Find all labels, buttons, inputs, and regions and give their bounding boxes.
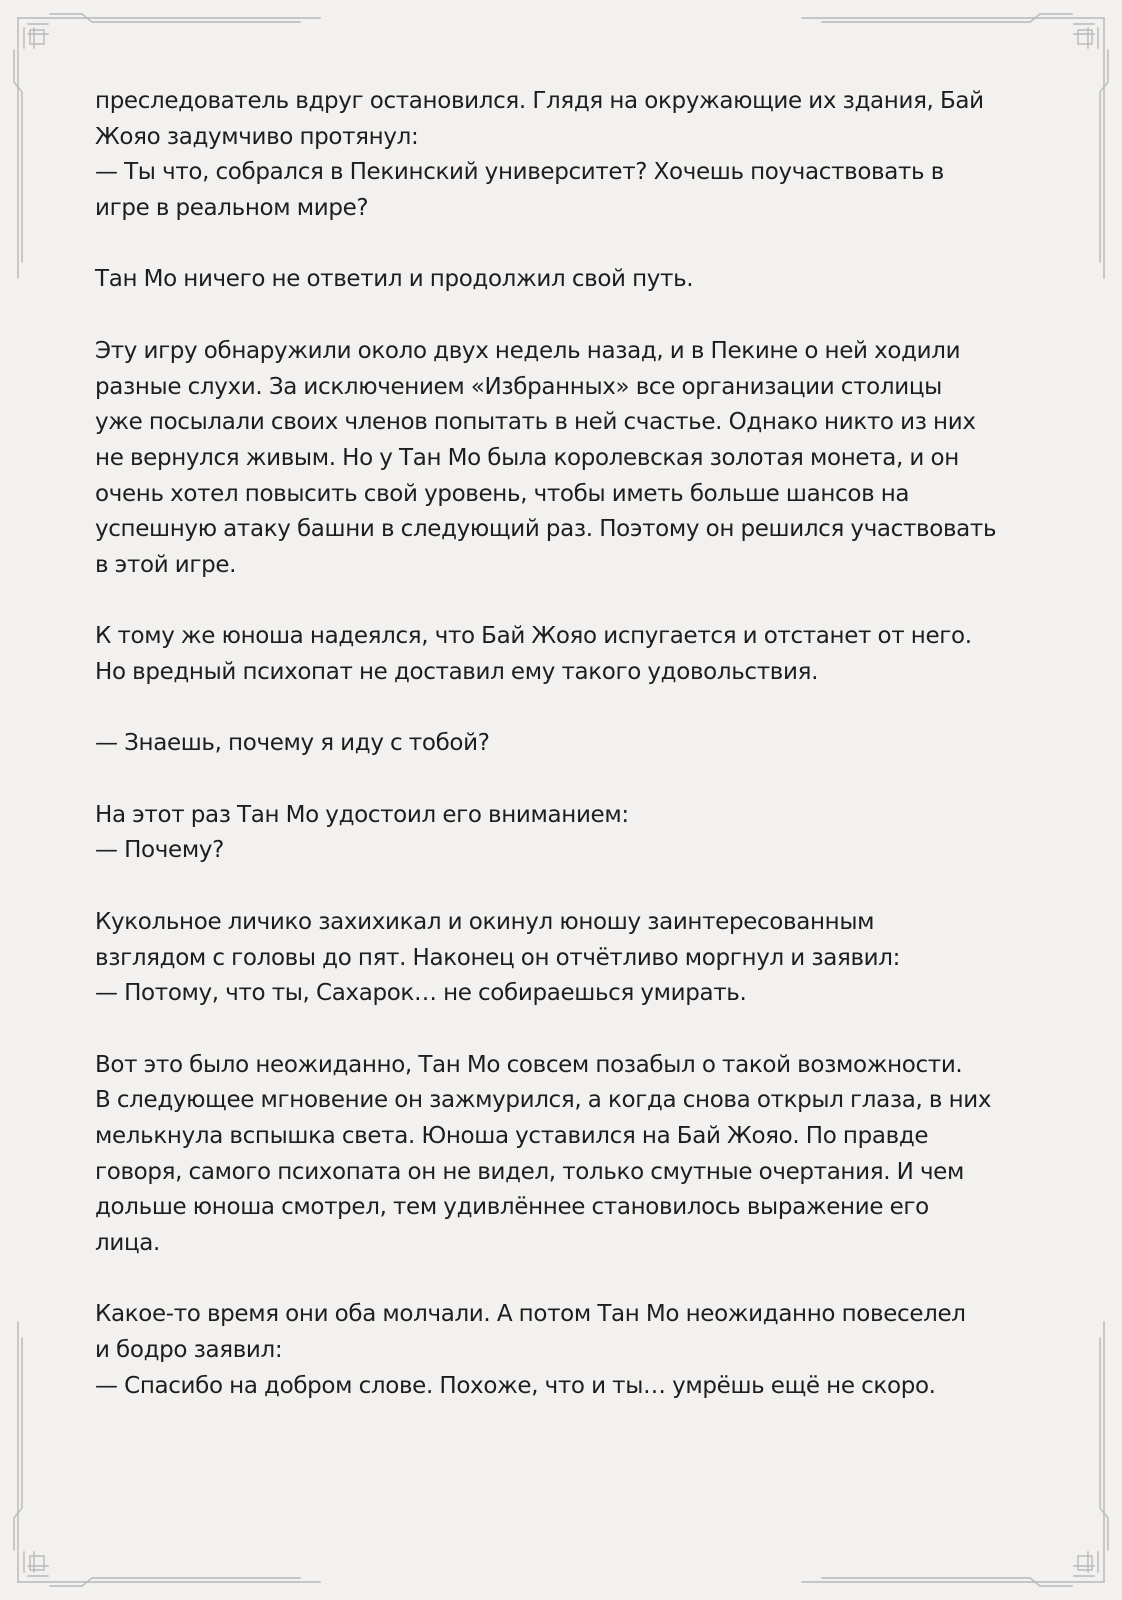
text-line: в этой игре. — [95, 551, 237, 578]
paragraph — [95, 905, 1035, 1012]
text-line: К тому же юноша надеялся, что Бай Жояо испугается и отстанет от него. — [95, 623, 972, 650]
text-line: Эту игру обнаружили около двух недель назад, и в Пекине о ней ходили — [95, 337, 961, 364]
text-line: успешную атаку башни в следующий раз. Поэтому он решился участвовать — [95, 516, 997, 543]
text-line: — Знаешь, почему я иду с тобой? — [95, 730, 490, 757]
text-line: преследователь вдруг остановился. Глядя на окружающие их здания, Бай — [95, 88, 984, 114]
text-line: Какое-то время они оба молчали. А потом Тан Мо неожиданно повеселел — [95, 1301, 966, 1328]
paragraph — [95, 726, 1035, 762]
text-line: Но вредный психопат не доставил ему такого удовольствия. — [95, 659, 819, 685]
text-line: — Спасибо на добром слове. Похоже, что и ты… умрёшь ещё не скоро. — [95, 1372, 936, 1399]
text-line: На этот раз Тан Мо удостоил его вниманием: — [95, 801, 629, 828]
text-line: дольше юноша смотрел, тем удивлённее становилось выражение его — [95, 1194, 929, 1221]
text-line: лица. — [95, 1230, 160, 1256]
text-line: В следующее мгновение он зажмурился, а когда снова открыл глаза, в них — [95, 1087, 992, 1114]
paragraph — [95, 798, 1035, 869]
paragraph — [95, 1048, 1035, 1262]
text-line: разные слухи. За исключением «Избранных» все организации столицы — [95, 373, 942, 400]
text-line: уже посылали своих членов попытать в ней счастье. Однако никто из них — [95, 409, 976, 436]
paragraph — [95, 1297, 1035, 1404]
text-line: взглядом с головы до пят. Наконец он отчётливо моргнул и заявил: — [95, 944, 900, 971]
paragraph-gap — [95, 869, 1035, 905]
text-line: говоря, самого психопата он не видел, только смутные очертания. И чем — [95, 1158, 964, 1185]
paragraph-gap — [95, 762, 1035, 798]
text-line: — Почему? — [95, 837, 224, 864]
paragraph-gap — [95, 584, 1035, 620]
paragraph — [95, 262, 1035, 298]
paragraph-gap — [95, 691, 1035, 727]
paragraph — [95, 84, 1035, 227]
text-line: Кукольное личико захихикал и окинул юношу заинтересованным — [95, 908, 875, 935]
paragraph-gap — [95, 227, 1035, 263]
text-line: Вот это было неожиданно, Тан Мо совсем позабыл о такой возможности. — [95, 1051, 963, 1078]
text-line: мелькнула вспышка света. Юноша уставился на Бай Жояо. По правде — [95, 1122, 929, 1149]
text-line: Тан Мо ничего не ответил и продолжил свой путь. — [95, 266, 694, 293]
paragraph-gap — [95, 1262, 1035, 1298]
text-line: Жояо задумчиво протянул: — [95, 123, 419, 150]
text-line: не вернулся живым. Но у Тан Мо была королевская золотая монета, и он — [95, 444, 959, 471]
document-body — [95, 84, 1035, 1404]
text-line: игре в реальном мире? — [95, 195, 369, 222]
text-line: — Ты что, собрался в Пекинский университет? Хочешь поучаствовать в — [95, 159, 944, 186]
text-line: очень хотел повысить свой уровень, чтобы иметь больше шансов на — [95, 480, 910, 507]
text-line: и бодро заявил: — [95, 1337, 283, 1364]
paragraph — [95, 334, 1035, 584]
text-line: — Потому, что ты, Сахарок… не собираешься умирать. — [95, 980, 747, 1007]
paragraph — [95, 619, 1035, 690]
paragraph-gap — [95, 1012, 1035, 1048]
paragraph-gap — [95, 298, 1035, 334]
